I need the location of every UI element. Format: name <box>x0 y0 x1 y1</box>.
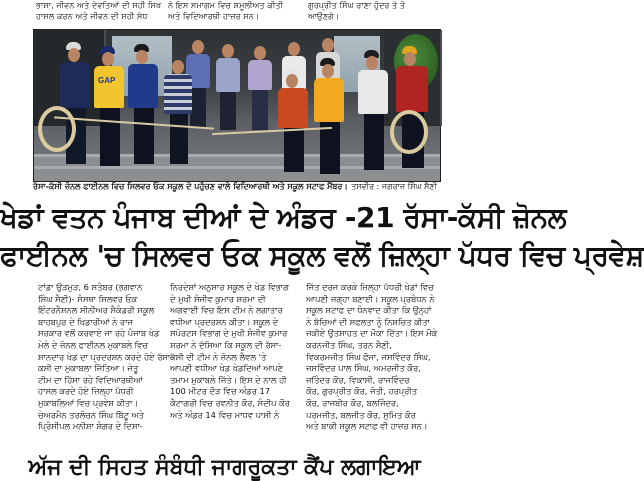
photo-credit: ਤਸਵੀਰ : ਜਗਰਾਜ ਸਿੰਘ ਸੈਣੀ <box>351 182 437 191</box>
text-line: ਆਉਣਗੇ। <box>308 11 340 21</box>
caption-text: ਰੱਸਾ-ਕੱਸੀ ਜ਼ੋਨਲ ਫਾਈਨਲ ਵਿਚ ਸਿਲਵਰ ਓਕ ਸਕੂਲ ਦੇ ਪਹੁੰਚਣ ਵਾਲੇ ਵਿਦਿਆਰਥੀ ਅਤੇ ਸਕੂਲ ਸਟਾਫ ਮੈਂਬਰ। <box>33 182 348 191</box>
prev-article-column-2 <box>168 0 283 22</box>
text-line: ਕੈਟਾਗਰੀ ਵਿਚ ਰਵਨੀਤ ਕੌਰ, ਸੰਦੀਪ ਕੌਰ <box>170 397 290 408</box>
article-column-1 <box>38 282 174 433</box>
text-line: ਪਰਮਜੀਤ, ਬਲਜੀਤ ਕੌਰ, ਸੁਮਿਤ ਕੌਰ <box>306 409 416 420</box>
next-headline-text: ਅੱਜ ਦੀ ਸਿਹਤ ਸੰਬੰਧੀ ਜਾਗਰੂਕਤਾ ਕੈਂਪ ਲਗਾਇਆ <box>28 455 421 480</box>
text-line: ਬਾਹਬਪੁਰ ਦੇ ਖਿਡਾਰੀਆਂ ਨੇ ਰਾਜ <box>38 316 133 327</box>
text-line: ਮੇਲੇ ਦੇ ਜ਼ੋਨਲ ਫਾਈਨਲ ਮੁਕਾਬਲੇ ਵਿਚ <box>38 339 148 350</box>
text-line: ਹਾਸਲ ਕਰਨ ਅਤੇ ਜੀਵਨ ਦੀ ਸਹੀ ਸੇਧ <box>36 11 148 21</box>
headline-line-2: ਫਾਈਨਲ 'ਚ ਸਿਲਵਰ ਓਕ ਸਕੂਲ ਵਲੋਂ ਜ਼ਿਲ੍ਹਾ ਪੱਧਰ ਵਿਚ ਪ੍ਰਵੇਸ਼ <box>0 239 644 272</box>
text-line: ਨੇ ਬੱਚਿਆਂ ਦੀ ਸਫਲਤਾ ਨੂੰ ਨਿਸ਼ਚਿਤ ਕੀਤਾ <box>306 316 430 327</box>
text-line: ਕਸੀ ਦਾ ਮੁਕਾਬਲਾ ਜਿੱਤਿਆ। ਜੇਤੂ <box>38 363 139 374</box>
text-line: ਅਤੇ ਅੰਡਰ 14 ਵਿਚ ਮਾਧਵ ਪਾਸੀ ਨੇ <box>170 409 280 420</box>
text-line: ਸ਼ਰਮਾ ਨੇ ਦੱਸਿਆ ਕਿ ਸਕੂਲ ਦੀ ਰੱਸਾ- <box>170 339 282 350</box>
text-line: ਕੱਸੀ ਦੀ ਟੀਮ ਨੇ ਜ਼ੋਨਲ ਲੈਵਲ 'ਤੇ <box>170 351 267 362</box>
text-line: ਕਰਨਜੀਤ ਸਿੰਘ, ਤਰਨ ਸੈਣੀ, <box>306 339 392 350</box>
shirt-print: GAP <box>98 76 116 85</box>
text-line: ਨੇ ਇਸ ਸਮਾਗਮ ਵਿਚ ਸ਼ਮੂਲੀਅਤ ਕੀਤੀ <box>168 0 284 10</box>
text-line: ਕੌਰ, ਗੁਰਪ੍ਰੀਤ ਕੌਰ, ਜੋਤੀ, ਹਰਪ੍ਰੀਤ <box>306 386 418 397</box>
text-line: ਜਿੱਤ ਦਰਜ ਕਰਕੇ ਜ਼ਿਲ੍ਹਾ ਪੱਧਰੀ ਖੇਡਾਂ ਵਿਚ <box>306 282 434 292</box>
text-line: ਜਕੀਏ ਉਤਸ਼ਾਹਤ ਦਾ ਮੌਕਾ ਦਿੱਤਾ। ਇਸ ਮੌਕੇ <box>306 328 438 339</box>
text-line: ਜਸਵਿੰਦਰ ਪਾਲ ਸਿੰਘ, ਅਮਰਜੀਤ ਕੌਰ, <box>306 363 421 374</box>
rope-coil <box>390 110 428 154</box>
text-line: ਅਤੇ ਵਿਦਿਆਰਥੀ ਹਾਜ਼ਰ ਸਨ। <box>168 11 260 21</box>
text-line: ਸਪੋਰਟਸ ਵਿਭਾਗ ਦੇ ਮੁਖੀ ਸੰਜੀਵ ਕੁਮਾਰ <box>170 328 288 339</box>
rope-coil <box>38 106 76 152</box>
text-line: ਜਤਿੰਦਰ ਕੌਰ, ਵਿਕਾਸੀ, ਰਾਜਵਿੰਦਰ <box>306 374 410 385</box>
article-column-3 <box>306 282 446 433</box>
text-line: ਆਪਣੀ ਵਧੀਆ ਖੇਡ ਖੇਡਦਿਆਂ ਆਪਣੇ <box>170 363 284 374</box>
article-body <box>0 282 449 450</box>
text-line: ਚੇਅਰਮੈਨ ਤਰਲੋਚਨ ਸਿੰਘ ਬਿੱਟੂ ਅਤੇ <box>38 409 144 420</box>
article-column-2 <box>170 282 302 421</box>
text-line: ਨਿਰਦੇਸ਼ਾਂ ਅਨੁਸਾਰ ਸਕੂਲ ਦੇ ਖੇਡ ਵਿਭਾਗ <box>170 282 289 292</box>
text-line: ਦੇ ਮੁਖੀ ਸੰਜੀਵ ਕੁਮਾਰ ਸ਼ਰਮਾ ਦੀ <box>170 293 266 304</box>
headline <box>0 197 644 279</box>
text-line: ਗੁਰਪ੍ਰੀਤ ਸਿੰਘ ਰਾਣਾ ਹੁੰਦਰ ਤੇ ਤੋ <box>308 0 406 10</box>
prev-article-column-1 <box>36 0 161 22</box>
text-line: ਆਪਣੀ ਜਗ੍ਹਾ ਬਣਾਈ। ਸਕੂਲ ਪ੍ਰਬੰਧਨ ਨੇ <box>306 293 435 304</box>
text-line: ਭਾਸ਼ਾ, ਜੀਵਨ ਅਤੇ ਦੇਵਤਿਆਂ ਦੀ ਸਹੀ ਸਿਖ <box>36 0 162 10</box>
text-line: ਸਕੂਲ ਸਟਾਫ ਦਾ ਧੰਨਵਾਦ ਕੀਤਾ ਕਿ ਉਨ੍ਹਾਂ <box>306 305 432 316</box>
text-line: ਹਾਸਲ ਕਰਦੇ ਹੋਏ ਜ਼ਿਲ੍ਹਾ ਪੱਧਰੀ <box>38 386 134 397</box>
text-line: ਟਾਂਡਾ ਉੜਮੁੜ, 6 ਸਤੰਬਰ (ਭਗਵਾਨ <box>38 282 143 292</box>
text-line: 100 ਮੀਟਰ ਦੌੜ ਵਿਚ ਅੰਡਰ 17 <box>170 386 271 397</box>
previous-article-fragment <box>0 0 449 28</box>
text-line: ਕੌਰ, ਰਾਜਬੀਰ ਕੌਰ, ਬਲਜਿੰਦਰ, <box>306 397 399 408</box>
text-line: ਮੁਕਾਬਲਿਆਂ ਵਿਚ ਪ੍ਰਵੇਸ਼ ਕੀਤਾ। <box>38 397 139 408</box>
text-line: ਤਮਾਮ ਮੁਕਾਬਲੇ ਜਿੱਤੇ। ਇਸ ਦੇ ਨਾਲ ਹੀ <box>170 374 287 385</box>
text-line: ਵਿਕਰਮਜੀਤ ਸਿੰਘ ਫੌਜਾ, ਜਸਵਿੰਦਰ ਸਿੰਘ, <box>306 351 431 362</box>
text-line: ਟੀਮ ਦਾ ਹਿੱਸਾ ਰਹੇ ਵਿਦਿਆਰਥੀਆਂ <box>38 374 143 385</box>
text-line: ਵਧੀਆ ਪ੍ਰਦਰਸ਼ਨ ਕੀਤਾ। ਸਕੂਲ ਦੇ <box>170 316 279 327</box>
text-line: ਸਿੰਘ ਸੈਣੀ)- ਸੰਸਥਾ ਸਿਲਵਰ ਓਕ <box>38 293 138 304</box>
text-line: ਅਤੇ ਬਾਕੀ ਸਕੂਲ ਸਟਾਫ ਵੀ ਹਾਜ਼ਰ ਸਨ। <box>306 421 428 432</box>
prev-article-column-3 <box>308 0 405 22</box>
photo-caption <box>33 182 439 195</box>
text-line: ਇੰਟਰਨੈਸ਼ਨਲ ਸੀਨੀਅਰ ਸੈਕੰਡਰੀ ਸਕੂਲ <box>38 305 155 316</box>
next-article-headline <box>0 451 449 480</box>
news-photo <box>33 29 441 182</box>
text-line: ਸ਼ਾਨਦਾਰ ਖੇਡ ਦਾ ਪ੍ਰਦਰਸ਼ਨ ਕਰਦੇ ਹੋਏ ਰੱਸਾ- <box>38 351 174 362</box>
text-line: ਅਗਵਾਈ ਵਿਚ ਇਸ ਟੀਮ ਨੇ ਲਗਾਤਾਰ <box>170 305 283 316</box>
headline-line-1: ਖੇਡਾਂ ਵਤਨ ਪੰਜਾਬ ਦੀਆਂ ਦੇ ਅੰਡਰ -21 ਰੱਸਾ-ਕੱਸੀ ਜ਼ੋਨਲ <box>0 201 567 234</box>
text-line: ਸਰਕਾਰ ਵਲੋਂ ਕਰਵਾਏ ਜਾ ਰਹੇ ਪੰਜਾਬ ਖੇਡ <box>38 328 160 339</box>
text-line: ਪ੍ਰਿੰਸੀਪਲ ਮਨੀਸ਼ਾ ਸ਼ੰਗਰ ਦੇ ਦਿਸ਼ਾ- <box>38 421 143 432</box>
